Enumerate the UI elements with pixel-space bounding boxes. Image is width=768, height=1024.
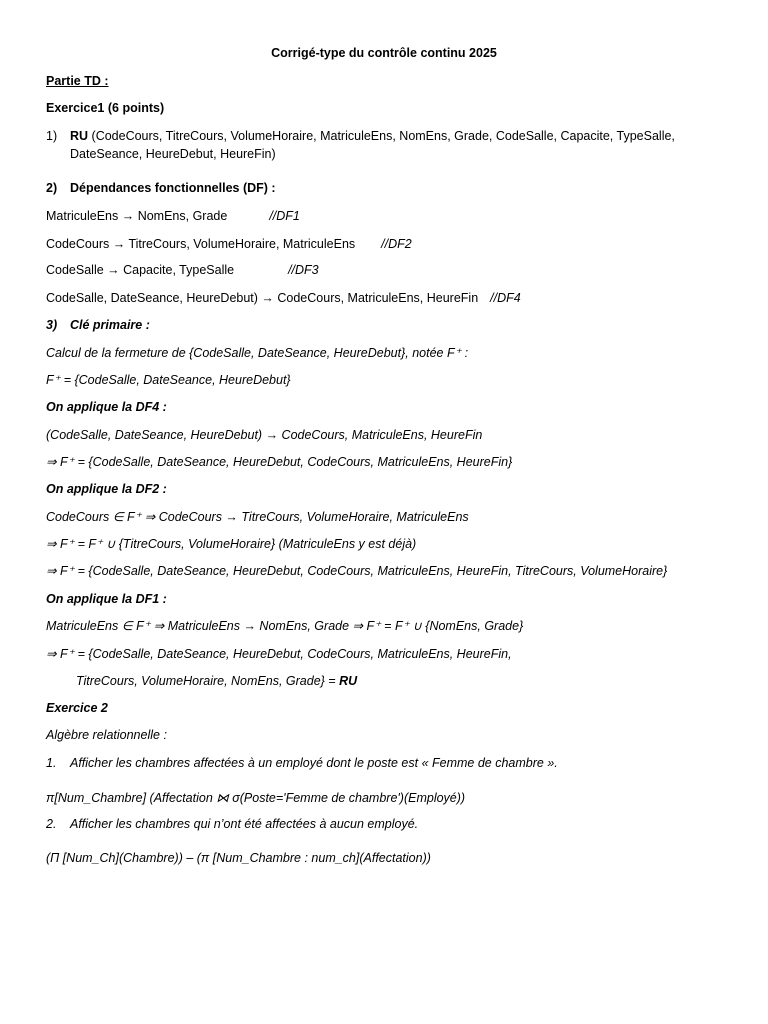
closure-equals-ru: RU bbox=[339, 674, 358, 688]
df1-text: MatriculeEns → NomEns, Grade bbox=[46, 209, 228, 223]
apply-df4-heading: On applique la DF4 : bbox=[46, 400, 167, 414]
ex2-q2 bbox=[46, 816, 418, 832]
relational-algebra-label: Algèbre relationnelle : bbox=[46, 728, 167, 742]
df4-text: CodeSalle, DateSeance, HeureDebut) → CodeCours, MatriculeEns, HeureFin bbox=[46, 291, 479, 305]
df4-line bbox=[46, 290, 521, 306]
df4-tag: //DF4 bbox=[490, 291, 521, 305]
ex1-q2 bbox=[46, 180, 276, 196]
df3-text: CodeSalle → Capacite, TypeSalle bbox=[46, 263, 235, 277]
ru-label: RU bbox=[70, 129, 89, 143]
df1-tag: //DF1 bbox=[269, 209, 300, 223]
df-heading: Dépendances fonctionnelles (DF) : bbox=[70, 181, 276, 195]
ex2-q1 bbox=[46, 755, 558, 771]
ex1-q3-number: 3) bbox=[46, 318, 58, 332]
df2-tag: //DF2 bbox=[381, 237, 412, 251]
closure-union-df2: ⇒ F⁺ = F⁺ ∪ {TitreCours, VolumeHoraire} (MatriculeEns y est déjà) bbox=[46, 537, 417, 551]
ex2-q2-text: Afficher les chambres qui n’ont été affectées à aucun employé. bbox=[70, 817, 419, 831]
closure-calc: Calcul de la fermeture de {CodeSalle, DateSeance, HeureDebut}, notée F⁺ : bbox=[46, 346, 469, 360]
df1-application: MatriculeEns ∈ F⁺ ⇒ MatriculeEns → NomEns, Grade ⇒ F⁺ = F⁺ ∪ {NomEns, Grade} bbox=[46, 619, 524, 633]
ex2-q1-number: 1. bbox=[46, 756, 57, 770]
ru-attributes-line1: (CodeCours, TitreCours, VolumeHoraire, MatriculeEns, NomEns, Grade, CodeSalle, Capacite, TypeSalle, bbox=[88, 129, 675, 143]
df2-text: CodeCours → TitreCours, VolumeHoraire, MatriculeEns bbox=[46, 237, 356, 251]
ex1-q1-number: 1) bbox=[46, 129, 58, 143]
df2-application: CodeCours ∈ F⁺ ⇒ CodeCours → TitreCours, VolumeHoraire, MatriculeEns bbox=[46, 510, 469, 524]
exercise1-heading: Exercice1 (6 points) bbox=[46, 101, 165, 115]
closure-after-df2: ⇒ F⁺ = {CodeSalle, DateSeance, HeureDebut, CodeCours, MatriculeEns, HeureFin, TitreCours, VolumeHoraire} bbox=[46, 564, 668, 578]
df2-line bbox=[46, 236, 412, 252]
document-title: Corrigé-type du contrôle continu 2025 bbox=[271, 46, 497, 60]
ex1-q3 bbox=[46, 317, 150, 333]
df1-line bbox=[46, 208, 300, 224]
closure-after-df1-line1: ⇒ F⁺ = {CodeSalle, DateSeance, HeureDebut, CodeCours, MatriculeEns, HeureFin, bbox=[46, 647, 512, 661]
closure-initial: F⁺ = {CodeSalle, DateSeance, HeureDebut} bbox=[46, 373, 291, 387]
ex2-q1-text: Afficher les chambres affectées à un employé dont le poste est « Femme de chambre ». bbox=[70, 756, 558, 770]
df3-line bbox=[46, 262, 319, 278]
closure-after-df1-line2 bbox=[76, 673, 357, 689]
section-partie-td: Partie TD : bbox=[46, 74, 109, 88]
ex1-q1 bbox=[46, 128, 675, 144]
apply-df1-heading: On applique la DF1 : bbox=[46, 592, 167, 606]
df3-tag: //DF3 bbox=[288, 263, 319, 277]
ex2-q2-number: 2. bbox=[46, 817, 57, 831]
closure-after-df4: ⇒ F⁺ = {CodeSalle, DateSeance, HeureDebut, CodeCours, MatriculeEns, HeureFin} bbox=[46, 455, 513, 469]
ex1-q2-number: 2) bbox=[46, 181, 58, 195]
closure-final-text: TitreCours, VolumeHoraire, NomEns, Grade} = bbox=[76, 674, 340, 688]
ru-attributes-line2: DateSeance, HeureDebut, HeureFin) bbox=[70, 147, 276, 161]
df4-application: (CodeSalle, DateSeance, HeureDebut) → CodeCours, MatriculeEns, HeureFin bbox=[46, 428, 483, 442]
primary-key-heading: Clé primaire : bbox=[70, 318, 150, 332]
ex2-q1-answer: π[Num_Chambre] (Affectation ⋈ σ(Poste='Femme de chambre')(Employé)) bbox=[46, 791, 466, 805]
apply-df2-heading: On applique la DF2 : bbox=[46, 482, 167, 496]
ex2-q2-answer: (Π [Num_Ch](Chambre)) – (π [Num_Chambre : num_ch](Affectation)) bbox=[46, 851, 431, 865]
exercise2-heading: Exercice 2 bbox=[46, 701, 108, 715]
